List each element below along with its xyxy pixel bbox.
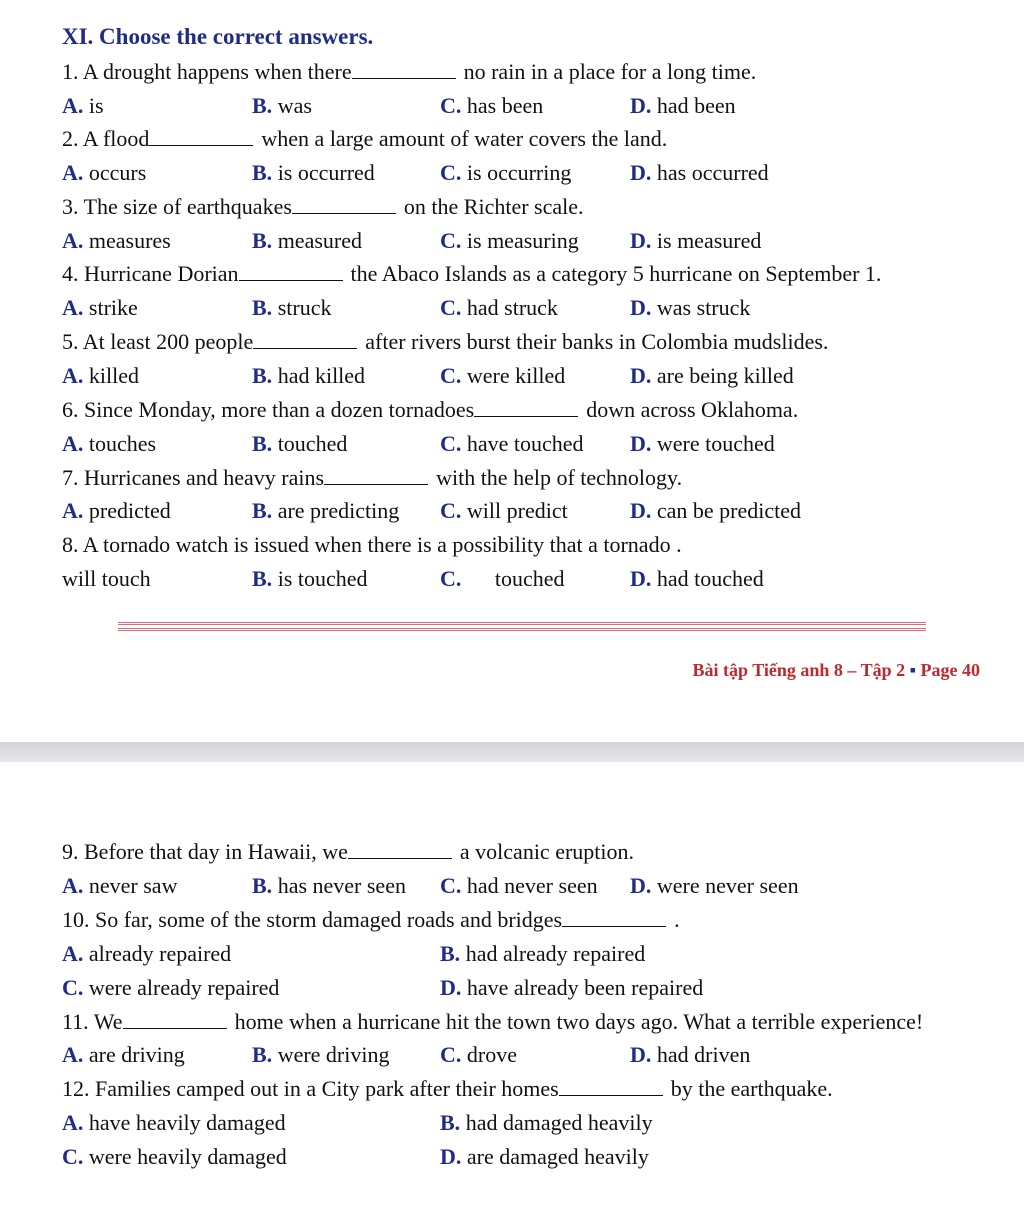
- option-d: D. were touched: [630, 431, 775, 456]
- option-a: A. occurs: [62, 160, 147, 185]
- option-b: B. are predicting: [252, 498, 400, 523]
- option-d: D. are damaged heavily: [440, 1144, 649, 1169]
- separator-line: [118, 622, 926, 631]
- option-d: D. is measured: [630, 228, 762, 253]
- question-9: [62, 838, 634, 866]
- bullet-icon: ▪: [909, 660, 917, 680]
- option-a: A. never saw: [62, 873, 178, 898]
- question-text: by the earthquake.: [670, 1076, 833, 1101]
- question-text: 9. Before that day in Hawaii, we: [62, 839, 348, 864]
- option-d: D. are being killed: [630, 363, 794, 388]
- question-text: 12. Families camped out in a City park after their homes: [62, 1076, 559, 1101]
- answer-blank: [324, 466, 428, 485]
- question-6: [62, 396, 798, 424]
- question-text: 8. A tornado watch is issued when there is a possibility that a tornado .: [62, 532, 682, 557]
- question-text: on the Richter scale.: [403, 194, 584, 219]
- option-b: B. had damaged heavily: [440, 1110, 653, 1135]
- option-b: B. is touched: [252, 566, 368, 591]
- question-text: the Abaco Islands as a category 5 hurricane on September 1.: [350, 261, 882, 286]
- option-a: A. have heavily damaged: [62, 1110, 286, 1135]
- answer-blank: [559, 1077, 663, 1096]
- option-d: D. had been: [630, 93, 736, 118]
- option-c: C. touched: [440, 566, 565, 591]
- option-d: D. was struck: [630, 295, 751, 320]
- option-a: A. is: [62, 93, 104, 118]
- question-text: 3. The size of earthquakes: [62, 194, 292, 219]
- question-text: 7. Hurricanes and heavy rains: [62, 465, 325, 490]
- question-1: [62, 58, 756, 86]
- question-text: 10. So far, some of the storm damaged roads and bridges: [62, 907, 563, 932]
- question-10: [62, 906, 680, 934]
- option-d: D. have already been repaired: [440, 975, 704, 1000]
- option-c: C. had struck: [440, 295, 558, 320]
- option-b: B. has never seen: [252, 873, 406, 898]
- option-b: B. was: [252, 93, 312, 118]
- option-c: C. were heavily damaged: [62, 1144, 287, 1169]
- page-number: Page 40: [920, 660, 980, 680]
- question-7: [62, 464, 682, 492]
- answer-blank: [239, 262, 343, 281]
- option-d: D. has occurred: [630, 160, 769, 185]
- question-5: [62, 328, 828, 356]
- option-b: B. is occurred: [252, 160, 375, 185]
- answer-blank: [348, 840, 452, 859]
- option-d: D. had driven: [630, 1042, 751, 1067]
- answer-blank: [562, 908, 666, 927]
- exercise-title: XI. Choose the correct answers.: [62, 24, 374, 49]
- question-text: 5. At least 200 people: [62, 329, 254, 354]
- question-2: [62, 125, 667, 153]
- question-text: 2. A flood: [62, 126, 150, 151]
- option-a: A. killed: [62, 363, 139, 388]
- question-text: a volcanic eruption.: [459, 839, 635, 864]
- answer-blank: [474, 398, 578, 417]
- option-b: B. were driving: [252, 1042, 390, 1067]
- option-c: C. were already repaired: [62, 975, 280, 1000]
- option-c: C. is occurring: [440, 160, 572, 185]
- question-4: [62, 260, 881, 288]
- option-c: C. drove: [440, 1042, 517, 1067]
- option-b: B. struck: [252, 295, 332, 320]
- option-a: A. predicted: [62, 498, 171, 523]
- option-a: A. are driving: [62, 1042, 185, 1067]
- page-gap: [0, 742, 1024, 762]
- answer-blank: [352, 60, 456, 79]
- option-a: A. already repaired: [62, 941, 232, 966]
- question-text: after rivers burst their banks in Colombia mudslides.: [365, 329, 829, 354]
- answer-blank: [292, 195, 396, 214]
- option-c: C. were killed: [440, 363, 566, 388]
- option-d: D. were never seen: [630, 873, 799, 898]
- question-text: when a large amount of water covers the land.: [261, 126, 668, 151]
- question-8: [62, 531, 682, 559]
- worksheet-page-41: [0, 762, 1024, 1208]
- question-3: [62, 193, 584, 221]
- question-12: [62, 1075, 833, 1103]
- question-text: no rain in a place for a long time.: [463, 59, 757, 84]
- question-text: down across Oklahoma.: [586, 397, 799, 422]
- question-text: 4. Hurricane Dorian: [62, 261, 239, 286]
- question-text: 1. A drought happens when there: [62, 59, 352, 84]
- question-11: [62, 1008, 923, 1036]
- page-footer: [693, 660, 980, 681]
- option-a: A. measures: [62, 228, 171, 253]
- option-b: B. touched: [252, 431, 348, 456]
- option-d: D. can be predicted: [630, 498, 802, 523]
- answer-blank: [149, 127, 253, 146]
- option-c: C. will predict: [440, 498, 568, 523]
- question-text: 6. Since Monday, more than a dozen tornadoes: [62, 397, 475, 422]
- option-a: will touch: [62, 566, 151, 591]
- option-c: C. have touched: [440, 431, 584, 456]
- option-b: B. measured: [252, 228, 362, 253]
- option-a: A. strike: [62, 295, 138, 320]
- option-d: D. had touched: [630, 566, 764, 591]
- option-c: C. is measuring: [440, 228, 579, 253]
- option-c: C. has been: [440, 93, 544, 118]
- question-text: home when a hurricane hit the town two days ago. What a terrible experience!: [234, 1009, 924, 1034]
- question-text: .: [674, 907, 680, 932]
- option-c: C. had never seen: [440, 873, 598, 898]
- option-b: B. had killed: [252, 363, 366, 388]
- book-title: Bài tập Tiếng anh 8 – Tập 2: [692, 660, 906, 680]
- option-b: B. had already repaired: [440, 941, 646, 966]
- answer-blank: [123, 1010, 227, 1029]
- answer-blank: [253, 330, 357, 349]
- question-text: 11. We: [62, 1009, 123, 1034]
- option-a: A. touches: [62, 431, 157, 456]
- question-text: with the help of technology.: [436, 465, 683, 490]
